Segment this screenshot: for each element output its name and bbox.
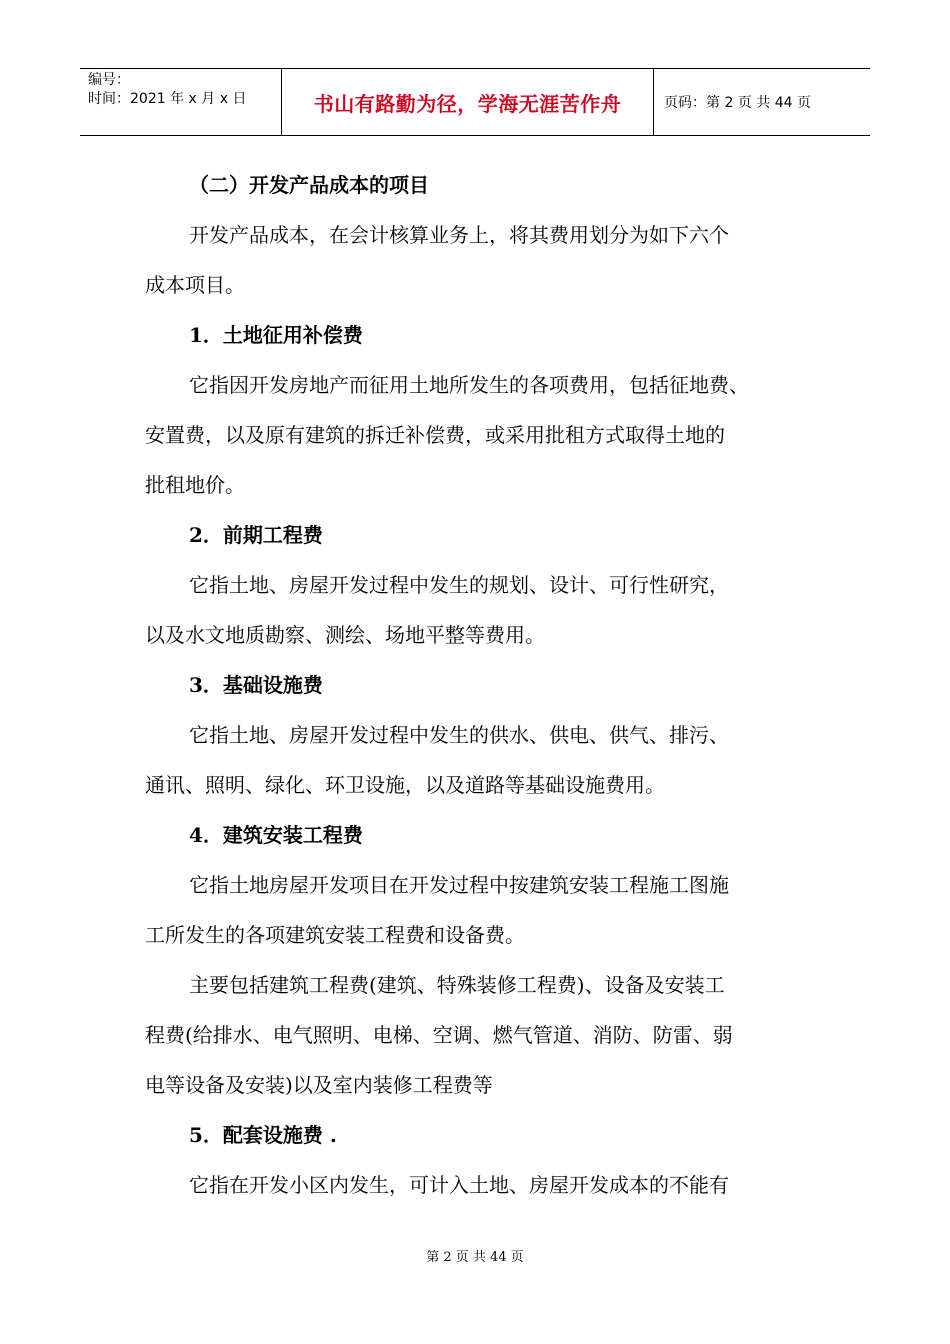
header-center-cell [282, 69, 654, 135]
header-motto: 书山有路勤为径，学海无涯苦作舟 [313, 91, 622, 116]
paragraph-line: 通讯、照明、绿化、环卫设施，以及道路等基础设施费用。 [145, 773, 665, 797]
paragraph-line: 它指在开发小区内发生，可计入土地、房屋开发成本的不能有 [189, 1173, 729, 1197]
paragraph-line: 程费(给排水、电气照明、电梯、空调、燃气管道、消防、防雷、弱 [145, 1023, 733, 1047]
header-right-cell [654, 69, 870, 135]
document-date-label: 时间：2021 年 x 月 x 日 [88, 91, 247, 107]
paragraph-line: 它指土地、房屋开发过程中发生的规划、设计、可行性研究， [189, 573, 729, 597]
paragraph-line: 工所发生的各项建筑安装工程费和设备费。 [145, 923, 525, 947]
paragraph-line: 主要包括建筑工程费(建筑、特殊装修工程费)、设备及安装工 [189, 973, 725, 997]
paragraph-line: 它指土地、房屋开发过程中发生的供水、供电、供气、排污、 [189, 723, 729, 747]
item-heading-3: 3．基础设施费 [189, 673, 323, 697]
document-header [80, 68, 870, 136]
paragraph-line: 开发产品成本，在会计核算业务上，将其费用划分为如下六个 [189, 223, 729, 247]
header-page-info: 页码：第 2 页 共 44 页 [664, 95, 811, 111]
item-heading-4: 4．建筑安装工程费 [189, 823, 363, 847]
item-heading-5: 5．配套设施费 . [189, 1123, 337, 1147]
paragraph-line: 以及水文地质勘察、测绘、场地平整等费用。 [145, 623, 545, 647]
paragraph-line: 安置费，以及原有建筑的拆迁补偿费，或采用批租方式取得土地的 [145, 423, 725, 447]
paragraph-line: 成本项目。 [145, 273, 245, 297]
header-left-cell [80, 69, 282, 135]
document-body [145, 160, 825, 1210]
item-heading-2: 2．前期工程费 [189, 523, 323, 547]
paragraph-line: 批租地价。 [145, 473, 245, 497]
paragraph-line: 它指因开发房地产而征用土地所发生的各项费用，包括征地费、 [189, 373, 749, 397]
document-number-label: 编号： [88, 72, 130, 88]
paragraph-line: 电等设备及安装)以及室内装修工程费等 [145, 1073, 493, 1097]
page-footer: 第 2 页 共 44 页 [426, 1250, 524, 1265]
section-heading: （二）开发产品成本的项目 [189, 173, 429, 197]
paragraph-line: 它指土地房屋开发项目在开发过程中按建筑安装工程施工图施 [189, 873, 729, 897]
item-heading-1: 1．土地征用补偿费 [189, 323, 363, 347]
